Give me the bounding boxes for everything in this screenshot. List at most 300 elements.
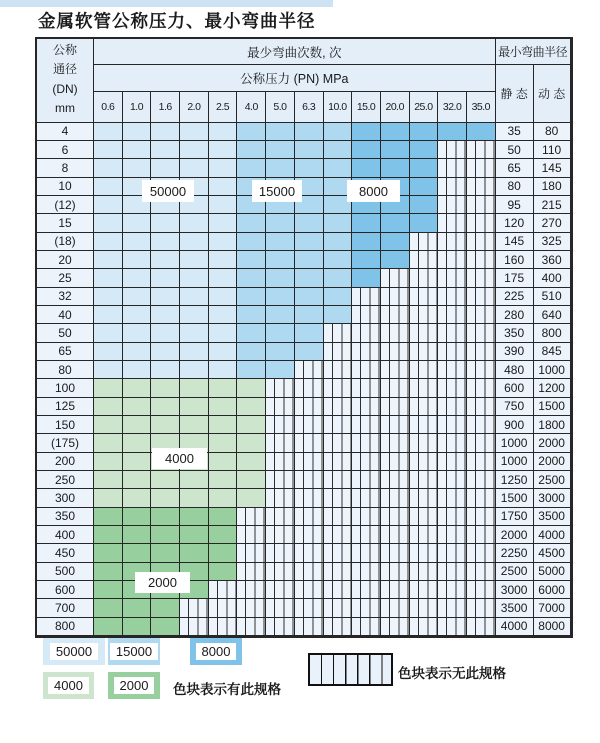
spec-cell [180,379,209,397]
dn-cell: 400 [37,526,94,544]
no-spec-cell [381,343,410,361]
dynamic-value-cell: 2000 [534,434,571,452]
no-spec-cell [295,361,324,379]
no-spec-cell [438,288,467,306]
no-spec-cell [438,618,467,636]
no-spec-cell [295,563,324,581]
spec-cell [266,324,295,342]
no-spec-cell [410,398,439,416]
spec-cell [324,214,353,232]
spec-cell [180,526,209,544]
spec-cell [94,416,123,434]
spec-cell [209,196,238,214]
spec-cell [94,599,123,617]
spec-cell [237,269,266,287]
spec-cell [123,508,152,526]
spec-cell [410,178,439,196]
no-spec-cell [410,453,439,471]
spec-cell [295,269,324,287]
spec-cell [209,361,238,379]
dn-cell: 800 [37,618,94,636]
spec-cell [94,471,123,489]
no-spec-cell [467,306,496,324]
no-spec-cell [381,288,410,306]
pressure-header-cell: 15.0 [352,92,381,123]
no-spec-cell [352,544,381,562]
no-spec-cell [180,599,209,617]
spec-cell [94,196,123,214]
no-spec-cell [295,618,324,636]
dynamic-value-cell: 2000 [534,453,571,471]
pressure-header-cell: 20.0 [381,92,410,123]
spec-cell [352,214,381,232]
no-spec-cell [295,416,324,434]
no-spec-cell [324,526,353,544]
spec-cell [123,544,152,562]
no-spec-cell [209,581,238,599]
spec-cell [94,361,123,379]
no-spec-cell [410,306,439,324]
static-value-cell: 3000 [496,581,534,599]
no-spec-cell [438,178,467,196]
spec-cell [180,508,209,526]
spec-cell [209,343,238,361]
dn-cell: (12) [37,196,94,214]
pressure-header-cell: 0.6 [94,92,123,123]
no-spec-cell [467,324,496,342]
spec-cell [94,544,123,562]
spec-cell [151,618,180,636]
spec-cell [94,453,123,471]
spec-cell [94,324,123,342]
no-spec-cell [438,434,467,452]
spec-cell [180,233,209,251]
dynamic-value-cell: 400 [534,269,571,287]
spec-cell [209,471,238,489]
no-spec-cell [438,361,467,379]
static-value-cell: 2000 [496,526,534,544]
legend-has-spec-text: 色块表示有此规格 [173,682,281,697]
spec-cell [209,306,238,324]
spec-cell [123,324,152,342]
no-spec-cell [467,489,496,507]
spec-cell [180,324,209,342]
no-spec-cell [438,379,467,397]
spec-cell [94,563,123,581]
no-spec-cell [324,581,353,599]
no-spec-cell [410,618,439,636]
spec-cell [151,251,180,269]
spec-cell [237,141,266,159]
no-spec-cell [324,379,353,397]
spec-cell [209,233,238,251]
dn-cell: 350 [37,508,94,526]
spec-cell [180,269,209,287]
no-spec-cell [410,489,439,507]
no-spec-cell [352,471,381,489]
no-spec-cell [410,233,439,251]
spec-cell [237,453,266,471]
no-spec-cell [352,288,381,306]
no-spec-cell [352,379,381,397]
page-title: 金属软管公称压力、最小弯曲半径 [38,12,316,32]
no-spec-cell [324,343,353,361]
spec-cell [237,489,266,507]
no-spec-cell [295,434,324,452]
no-spec-cell [381,306,410,324]
no-spec-cell [295,581,324,599]
no-spec-cell [410,434,439,452]
spec-cell [94,581,123,599]
static-value-cell: 390 [496,343,534,361]
spec-cell [295,343,324,361]
spec-cell [123,526,152,544]
no-spec-cell [410,526,439,544]
no-spec-cell [295,398,324,416]
spec-cell [180,544,209,562]
spec-cell [180,159,209,177]
no-spec-cell [295,544,324,562]
no-spec-cell [266,416,295,434]
spec-cell [237,251,266,269]
dynamic-value-cell: 145 [534,159,571,177]
spec-cell [123,379,152,397]
spec-cell [94,123,123,141]
static-value-cell: 480 [496,361,534,379]
spec-cell [151,123,180,141]
pressure-header-cell: 2.0 [180,92,209,123]
dynamic-value-cell: 215 [534,196,571,214]
legend-swatch-2000 [108,672,160,699]
no-spec-cell [381,508,410,526]
pressure-header: 公称压力 (PN) MPa [94,65,496,92]
no-spec-cell [266,563,295,581]
spec-cell [324,123,353,141]
no-spec-cell [467,581,496,599]
spec-cell [209,508,238,526]
static-value-cell: 1000 [496,453,534,471]
pressure-header-cell: 5.0 [266,92,295,123]
spec-cell [410,214,439,232]
spec-cell [151,526,180,544]
no-spec-cell [352,526,381,544]
spec-cell [324,288,353,306]
no-spec-cell [295,599,324,617]
dynamic-value-cell: 2500 [534,471,571,489]
no-spec-cell [381,599,410,617]
spec-cell [123,251,152,269]
spec-cell [352,159,381,177]
no-spec-cell [352,361,381,379]
spec-cell [151,508,180,526]
spec-cell [94,618,123,636]
static-value-cell: 1500 [496,489,534,507]
cycle-count-label: 2000 [135,572,190,593]
no-spec-cell [352,508,381,526]
spec-cell [381,214,410,232]
no-spec-cell [266,508,295,526]
static-value-cell: 1000 [496,434,534,452]
spec-cell [237,416,266,434]
spec-cell [410,196,439,214]
spec-cell [209,563,238,581]
legend-swatch-4000 [43,672,94,699]
legend-swatch-label: 15000 [110,643,158,660]
spec-cell [180,306,209,324]
spec-cell [209,489,238,507]
spec-cell [151,141,180,159]
no-spec-cell [381,563,410,581]
no-spec-cell [467,508,496,526]
spec-table [35,37,573,638]
no-spec-cell [410,599,439,617]
dynamic-value-cell: 325 [534,233,571,251]
spec-cell [209,159,238,177]
dn-cell: 80 [37,361,94,379]
spec-cell [123,343,152,361]
spec-cell [237,233,266,251]
spec-cell [324,251,353,269]
dn-cell: 50 [37,324,94,342]
dynamic-value-cell: 4500 [534,544,571,562]
spec-cell [151,288,180,306]
dn-header-line: (DN) [52,81,78,96]
spec-cell [151,489,180,507]
spec-cell [209,214,238,232]
spec-cell [209,379,238,397]
no-spec-cell [237,618,266,636]
static-value-cell: 80 [496,178,534,196]
no-spec-cell [295,453,324,471]
spec-cell [237,471,266,489]
no-spec-cell [237,599,266,617]
cycles-header: 最少弯曲次数, 次 [94,39,496,65]
dynamic-value-cell: 8000 [534,618,571,636]
pressure-header-cell: 10.0 [324,92,353,123]
spec-cell [123,288,152,306]
spec-cell [467,123,496,141]
spec-cell [324,141,353,159]
spec-cell [295,214,324,232]
dn-cell: 450 [37,544,94,562]
spec-cell [266,288,295,306]
pressure-header-cell: 25.0 [410,92,439,123]
no-spec-cell [410,288,439,306]
spec-cell [151,159,180,177]
dynamic-value-cell: 7000 [534,599,571,617]
spec-cell [209,544,238,562]
pressure-header-cell: 1.6 [151,92,180,123]
spec-cell [180,214,209,232]
dynamic-value-cell: 3500 [534,508,571,526]
no-spec-cell [410,379,439,397]
dynamic-value-cell: 640 [534,306,571,324]
dn-cell: 65 [37,343,94,361]
dn-cell: 8 [37,159,94,177]
static-value-cell: 175 [496,269,534,287]
no-spec-cell [209,618,238,636]
spec-cell [266,306,295,324]
spec-cell [180,123,209,141]
spec-cell [266,361,295,379]
spec-cell [94,306,123,324]
dn-cell: 25 [37,269,94,287]
dynamic-value-cell: 110 [534,141,571,159]
dn-cell: 200 [37,453,94,471]
no-spec-cell [438,269,467,287]
spec-cell [94,343,123,361]
no-spec-cell [381,269,410,287]
legend-swatch-15000 [108,638,160,665]
pressure-header-cell: 4.0 [237,92,266,123]
spec-cell [295,141,324,159]
no-spec-cell [410,324,439,342]
spec-cell [94,508,123,526]
no-spec-cell [352,618,381,636]
spec-cell [266,269,295,287]
spec-cell [381,159,410,177]
dn-cell: 700 [37,599,94,617]
spec-cell [94,489,123,507]
no-spec-cell [266,398,295,416]
dynamic-value-cell: 845 [534,343,571,361]
dynamic-value-cell: 6000 [534,581,571,599]
spec-cell [324,233,353,251]
spec-cell [151,306,180,324]
spec-cell [123,489,152,507]
spec-cell [151,324,180,342]
no-spec-cell [410,471,439,489]
no-spec-cell [438,581,467,599]
no-spec-cell [381,526,410,544]
spec-cell [94,251,123,269]
spec-cell [123,306,152,324]
spec-cell [352,251,381,269]
spec-cell [237,159,266,177]
spec-cell [123,159,152,177]
pressure-header-cell: 1.0 [123,92,152,123]
spec-cell [381,251,410,269]
no-spec-cell [467,434,496,452]
dynamic-value-cell: 1800 [534,416,571,434]
spec-cell [266,159,295,177]
no-spec-cell [467,343,496,361]
spec-cell [352,233,381,251]
spec-cell [180,398,209,416]
no-spec-cell [180,618,209,636]
dynamic-value-cell: 4000 [534,526,571,544]
no-spec-cell [438,416,467,434]
spec-cell [237,214,266,232]
spec-cell [123,123,152,141]
spec-cell [381,123,410,141]
dynamic-value-cell: 270 [534,214,571,232]
legend-no-spec-text: 色块表示无此规格 [398,666,506,681]
static-value-cell: 750 [496,398,534,416]
no-spec-cell [209,599,238,617]
spec-cell [209,416,238,434]
spec-cell [209,434,238,452]
spec-cell [180,251,209,269]
spec-cell [151,471,180,489]
static-value-cell: 1250 [496,471,534,489]
no-spec-cell [438,141,467,159]
spec-cell [94,159,123,177]
spec-cell [438,123,467,141]
no-spec-cell [467,599,496,617]
no-spec-cell [467,471,496,489]
static-header: 静 态 [496,65,534,123]
no-spec-cell [381,379,410,397]
spec-cell [151,361,180,379]
dn-header-line: 公称 [52,43,77,57]
no-spec-cell [467,288,496,306]
spec-cell [209,269,238,287]
no-spec-cell [352,306,381,324]
no-spec-cell [324,563,353,581]
no-spec-cell [467,618,496,636]
legend-swatch-label: 50000 [50,643,98,660]
spec-cell [295,306,324,324]
dynamic-value-cell: 1500 [534,398,571,416]
no-spec-cell [438,508,467,526]
spec-cell [123,269,152,287]
dn-cell: 500 [37,563,94,581]
spec-cell [410,141,439,159]
spec-cell [180,416,209,434]
spec-cell [94,214,123,232]
no-spec-cell [324,618,353,636]
legend-swatch-50000 [43,638,105,665]
no-spec-cell [237,544,266,562]
no-spec-cell [324,544,353,562]
pressure-header-cell: 2.5 [209,92,238,123]
legend-swatch-label: 4000 [48,677,89,694]
spec-cell [94,141,123,159]
legend-swatch-8000 [190,638,242,665]
no-spec-cell [438,214,467,232]
spec-cell [151,416,180,434]
no-spec-cell [352,489,381,507]
legend-hatch-box [308,653,393,686]
spec-cell [352,141,381,159]
spec-cell [381,233,410,251]
no-spec-cell [295,508,324,526]
static-value-cell: 2250 [496,544,534,562]
dn-cell: 32 [37,288,94,306]
static-value-cell: 120 [496,214,534,232]
no-spec-cell [410,581,439,599]
spec-cell [209,453,238,471]
spec-cell [209,141,238,159]
no-spec-cell [324,324,353,342]
spec-cell [94,178,123,196]
static-value-cell: 350 [496,324,534,342]
spec-cell [237,361,266,379]
dn-cell: 150 [37,416,94,434]
static-value-cell: 4000 [496,618,534,636]
spec-cell [151,398,180,416]
no-spec-cell [438,233,467,251]
static-value-cell: 900 [496,416,534,434]
spec-cell [123,599,152,617]
no-spec-cell [467,544,496,562]
no-spec-cell [324,434,353,452]
spec-cell [266,343,295,361]
spec-cell [123,618,152,636]
no-spec-cell [352,581,381,599]
dynamic-value-cell: 800 [534,324,571,342]
